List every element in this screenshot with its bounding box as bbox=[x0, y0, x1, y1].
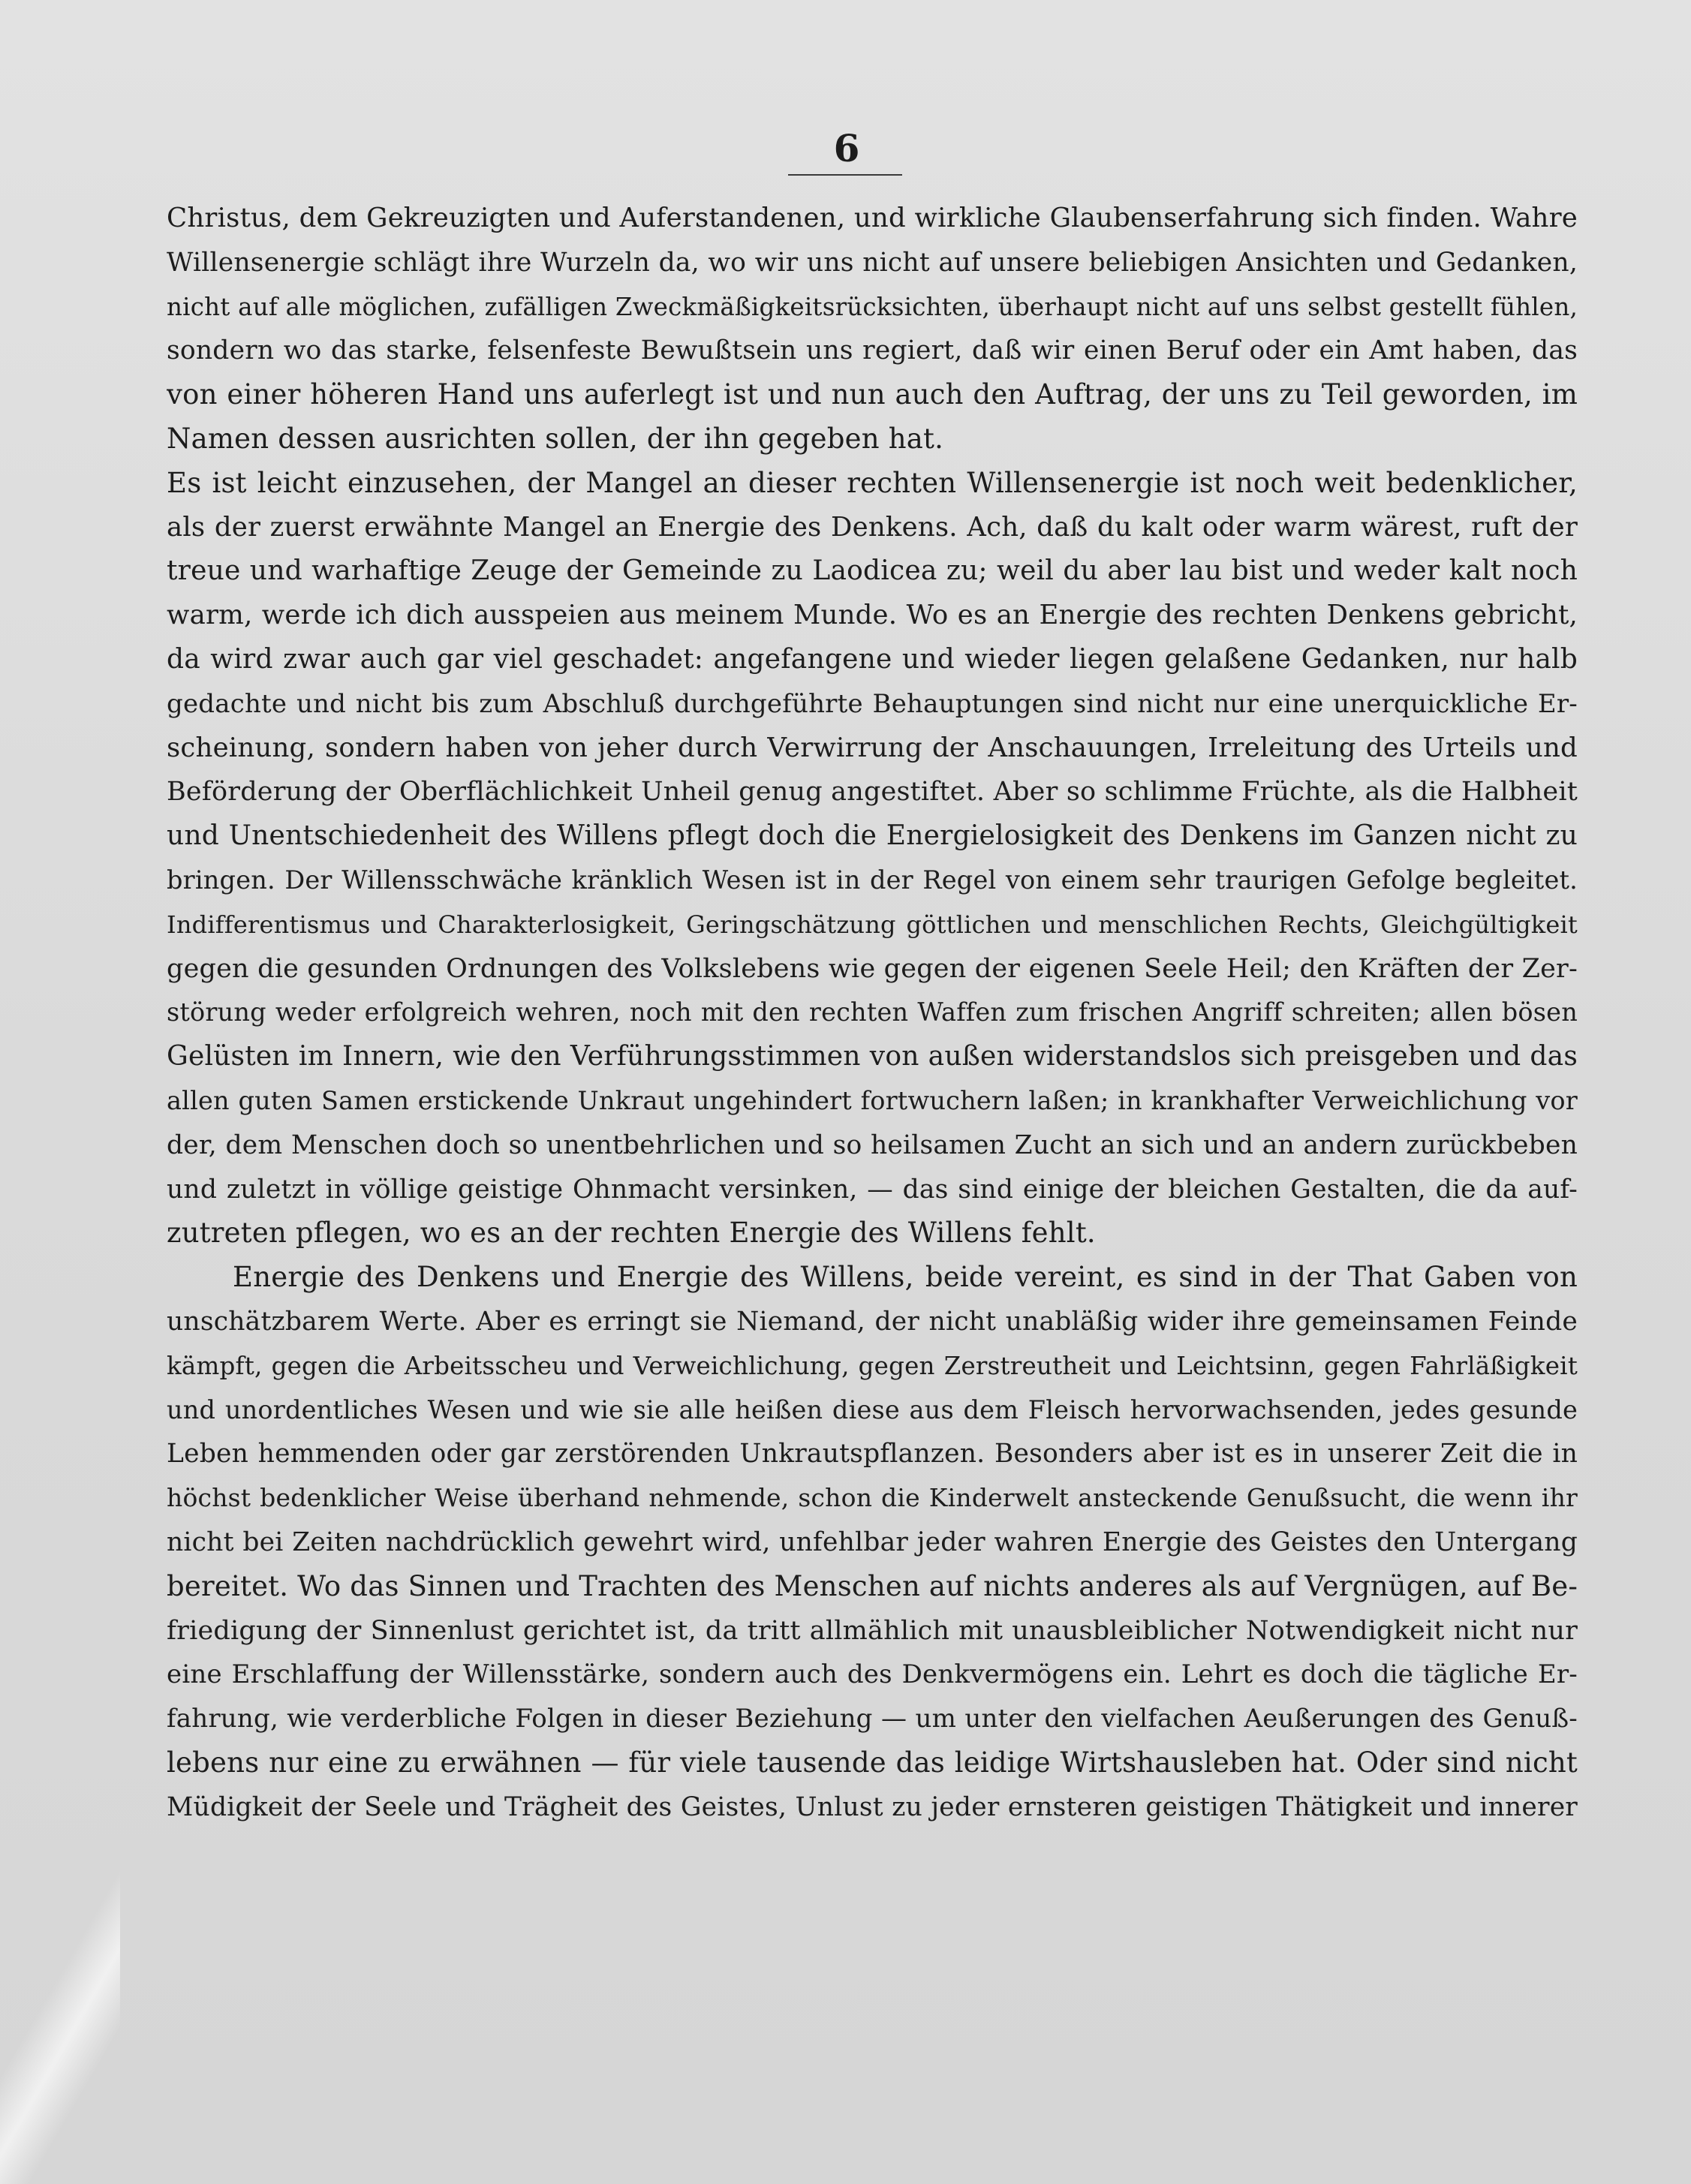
text-line: allen guten Samen erstickende Unkraut ungehindert fortwuchern laßen; in krankhafter Verweichlichung vor bbox=[167, 1085, 1578, 1115]
text-line: als der zuerst erwähnte Mangel an Energie des Denkens. Ach, daß du kalt oder warm wärest, ruft der bbox=[167, 511, 1578, 543]
text-line: störung weder erfolgreich wehren, noch mit den rechten Waffen zum frischen Angriff schreiten; allen bösen bbox=[167, 997, 1578, 1027]
text-line: bereitet. Wo das Sinnen und Trachten des Menschen auf nichts anderes als auf Vergnügen, auf Be- bbox=[167, 1569, 1578, 1602]
text-line: höchst bedenklicher Weise überhand nehmende, schon die Kinderwelt ansteckende Genußsucht, die wenn ihr bbox=[167, 1483, 1578, 1513]
text-line: gegen die gesunden Ordnungen des Volkslebens wie gegen der eigenen Seele Heil; den Kräften der Zer- bbox=[167, 953, 1578, 984]
text-line: und Unentschiedenheit des Willens pflegt doch die Energielosigkeit des Denkens im Ganzen nicht zu bbox=[167, 820, 1578, 852]
text-line: und unordentliches Wesen und wie sie alle heißen diese aus dem Fleisch hervorwachsenden, jedes gesunde bbox=[167, 1394, 1578, 1424]
page-number: 6 bbox=[833, 126, 860, 170]
text-line: lebens nur eine zu erwähnen — für viele tausende das leidige Wirtshausleben hat. Oder sind nicht bbox=[167, 1746, 1578, 1779]
body-text bbox=[167, 197, 1578, 1829]
text-line: kämpft, gegen die Arbeitsscheu und Verweichlichung, gegen Zerstreutheit und Leichtsinn, gegen Fahrläßigkeit bbox=[167, 1351, 1578, 1380]
text-line: treue und warhaftige Zeuge der Gemeinde zu Laodicea zu; weil du aber lau bist und weder kalt noch bbox=[167, 555, 1578, 587]
text-line: Beförderung der Oberflächlichkeit Unheil genug angestiftet. Aber so schlimme Früchte, als die Halbheit bbox=[167, 777, 1578, 808]
text-line: Es ist leicht einzusehen, der Mangel an dieser rechten Willensenergie ist noch weit bedenklicher, bbox=[167, 466, 1578, 499]
text-line: scheinung, sondern haben von jeher durch Verwirrung der Anschauungen, Irreleitung des Urteils und bbox=[167, 732, 1578, 763]
text-line: Christus, dem Gekreuzigten und Auferstandenen, und wirkliche Glaubenserfahrung sich finden. Wahre bbox=[167, 203, 1578, 233]
text-line: unschätzbarem Werte. Aber es erringt sie Niemand, der nicht unabläßig wider ihre gemeinsamen Feinde bbox=[167, 1306, 1578, 1337]
text-line: fahrung, wie verderbliche Folgen in dieser Beziehung — um unter den vielfachen Aeußerungen des Genuß- bbox=[167, 1704, 1578, 1734]
text-line: bringen. Der Willensschwäche kränklich Wesen ist in der Regel von einem sehr traurigen Gefolge begleitet. bbox=[167, 865, 1578, 895]
text-line: gedachte und nicht bis zum Abschluß durchgeführte Behauptungen sind nicht nur eine unerquickliche Er- bbox=[167, 688, 1578, 719]
text-line: Leben hemmenden oder gar zerstörenden Unkrautspflanzen. Besonders aber ist es in unserer Zeit die in bbox=[167, 1439, 1578, 1470]
text-line: der, dem Menschen doch so unentbehrlichen und so heilsamen Zucht an sich und an andern zurückbeben bbox=[167, 1130, 1578, 1160]
text-line: warm, werde ich dich ausspeien aus meinem Munde. Wo es an Energie des rechten Denkens gebricht, bbox=[167, 600, 1578, 631]
text-line: da wird zwar auch gar viel geschadet: angefangene und wieder liegen gelaßene Gedanken, nur halb bbox=[167, 643, 1578, 675]
page-edge-shadow bbox=[0, 1869, 120, 2184]
text-line: eine Erschlaffung der Willensstärke, sondern auch des Denkvermögens ein. Lehrt es doch die tägliche Er- bbox=[167, 1659, 1578, 1690]
text-line: und zuletzt in völlige geistige Ohnmacht versinken, — das sind einige der bleichen Gestalten, die da auf- bbox=[167, 1174, 1578, 1205]
text-line: friedigung der Sinnenlust gerichtet ist, da tritt allmählich mit unausbleiblicher Notwendigkeit nicht nur bbox=[167, 1615, 1578, 1646]
text-line: nicht bei Zeiten nachdrücklich gewehrt wird, unfehlbar jeder wahren Energie des Geistes den Untergang bbox=[167, 1527, 1578, 1557]
text-line: zutreten pflegen, wo es an der rechten Energie des Willens fehlt. bbox=[167, 1217, 1096, 1250]
text-line: Energie des Denkens und Energie des Willens, beide vereint, es sind in der That Gaben von bbox=[233, 1261, 1578, 1294]
text-line: Indifferentismus und Charakterlosigkeit, Geringschätzung göttlichen und menschlichen Rechts, Gleichgültigkeit bbox=[167, 910, 1578, 939]
text-line: von einer höheren Hand uns auferlegt ist und nun auch den Auftrag, der uns zu Teil geworden, im bbox=[167, 378, 1578, 411]
text-line: nicht auf alle möglichen, zufälligen Zweckmäßigkeitsrücksichten, überhaupt nicht auf uns selbst gestellt fühlen, bbox=[167, 292, 1578, 321]
header-rule bbox=[788, 174, 902, 176]
text-line: Namen dessen ausrichten sollen, der ihn gegeben hat. bbox=[167, 422, 944, 455]
text-line: Gelüsten im Innern, wie den Verführungsstimmen von außen widerstandslos sich preisgeben und das bbox=[167, 1041, 1578, 1072]
text-line: Müdigkeit der Seele und Trägheit des Geistes, Unlust zu jeder ernsteren geistigen Thätigkeit und innerer bbox=[167, 1791, 1578, 1822]
text-line: Willensenergie schlägt ihre Wurzeln da, wo wir uns nicht auf unsere beliebigen Ansichten und Gedanken, bbox=[167, 247, 1578, 278]
text-line: sondern wo das starke, felsenfeste Bewußtsein uns regiert, daß wir einen Beruf oder ein Amt haben, das bbox=[167, 335, 1578, 366]
